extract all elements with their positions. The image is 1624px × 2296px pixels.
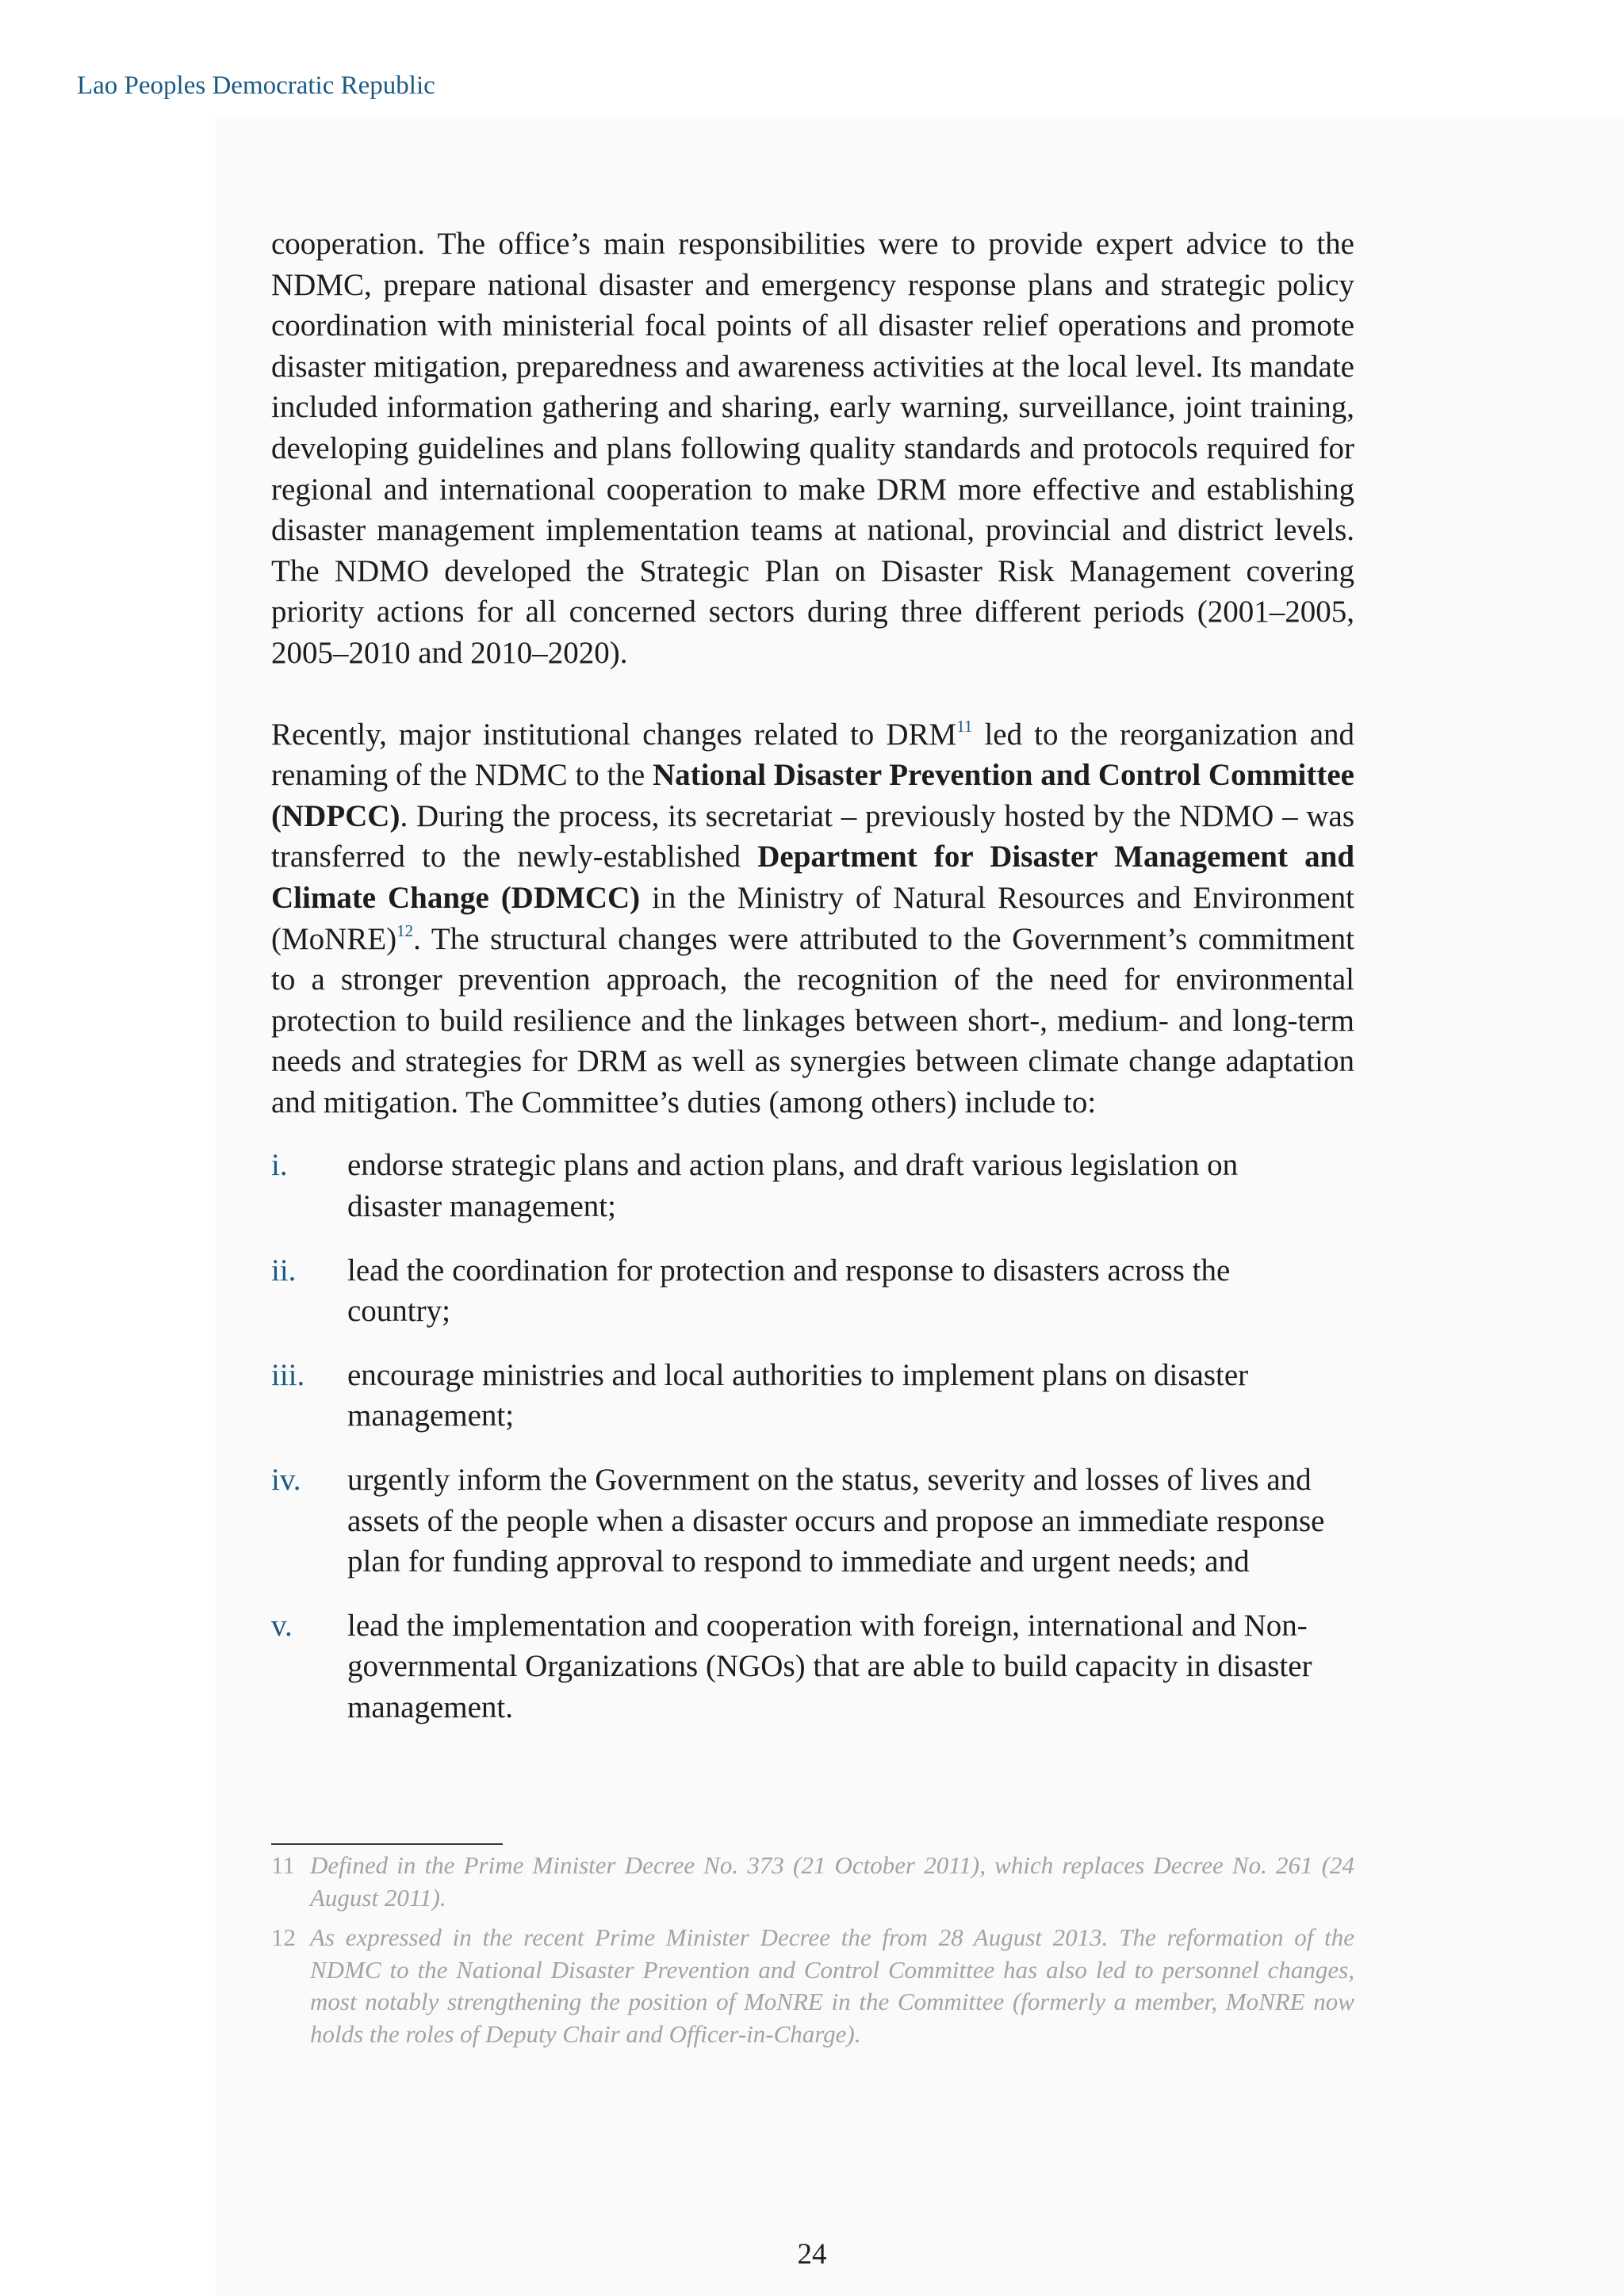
footnote-divider [271, 1843, 503, 1845]
list-item-number: ii. [271, 1253, 297, 1288]
list-item-text: urgently inform the Government on the status, severity and losses of lives and assets of the people when a disaster occurs and propose an immediate response plan for funding approval to respond to immediate and urgent needs; and [347, 1463, 1325, 1579]
footnote-11 [271, 1850, 1354, 1914]
paragraph-institutional-changes: Recently, major institutional changes related to DRM$^{11}$ led to the reorganization and renaming of the NDMC to the National Disaster Prevention and Control Committee (NDPCC). During the process, its secretariat – previously hosted by the NDMO – was transferred to the newly-established Department for Disaster Management and Climate Change (DDMCC) in the Ministry of Natural Resources and Environment (MoNRE)$^{12}$. The structural changes were attributed to the Government’s commitment to a stronger prevention approach, the recognition of the need for environmental protection to build resilience and the linkages between short-, medium- and long-term needs and strategies for DRM as well as synergies between climate change adaptation and mitigation. The Committee’s duties (among others) include to: [271, 716, 1355, 1119]
running-header: Lao Peoples Democratic Republic [77, 71, 435, 100]
list-item [271, 1605, 1354, 1728]
footnote-ref-12[interactable]: 12 [396, 920, 414, 940]
list-item [271, 1250, 1354, 1332]
footnote-number: 11 [271, 1851, 295, 1879]
list-item-text: encourage ministries and local authorities to implement plans on disaster management; [347, 1357, 1249, 1433]
list-item-number: i. [271, 1148, 288, 1183]
list-item [271, 1145, 1354, 1226]
footnote-number: 12 [271, 1923, 296, 1951]
list-item-number: iii. [271, 1357, 305, 1392]
list-item [271, 1355, 1354, 1437]
list-item-text: lead the implementation and cooperation with foreign, international and Non-governmental Organizations (NGOs) that are able to build capacity in disaster management. [347, 1608, 1312, 1724]
ndpcc-name: National Disaster Prevention and Control Committee (NDPCC) [271, 758, 1354, 833]
footnote-ref-11[interactable]: 11 [956, 716, 973, 736]
list-item-text: lead the coordination for protection and response to disasters across the country; [347, 1253, 1231, 1329]
footnote-12 [271, 1922, 1354, 2050]
page-number: 24 [797, 2238, 827, 2271]
list-item-number: iv. [271, 1463, 301, 1498]
paragraph-ndmo-responsibilities: cooperation. The office’s main responsibilities were to provide expert advice to the NDMC, prepare national disaster and emergency response plans and strategic policy coordination with ministerial focal points of all disaster relief operations and promote disaster mitigation, preparedness and awareness activities at the local level. Its mandate included information gathering and sharing, early warning, surveillance, joint training, developing guidelines and plans following quality standards and protocols required for regional and international cooperation to make DRM more effective and establishing disaster management implementation teams at national, provincial and district levels. The NDMO developed the Strategic Plan on Disaster Risk Management covering priority actions for all concerned sectors during three different periods (2001–2005, 2005–2010 and 2010–2020). [271, 227, 1354, 670]
footnote-text: Defined in the Prime Minister Decree No. 373 (21 October 2011), which replaces Decree No. 261 (24 August 2011). [310, 1851, 1354, 1911]
list-item-number: v. [271, 1608, 293, 1643]
committee-duties-list [271, 1145, 1354, 1728]
list-item [271, 1460, 1354, 1582]
footnotes [271, 1850, 1354, 2058]
ddmcc-name: Department for Disaster Management and Climate Change (DDMCC) [271, 840, 1355, 915]
main-content [271, 224, 1354, 1751]
footnote-text: As expressed in the recent Prime Minister Decree the from 28 August 2013. The reformation of the NDMC to the National Disaster Prevention and Control Committee has also led to personnel changes, most notably strengthening the position of MoNRE in the Committee (formerly a member, MoNRE now holds the roles of Deputy Chair and Officer-in-Charge). [310, 1923, 1354, 2048]
list-item-text: endorse strategic plans and action plans, and draft various legislation on disaster management; [347, 1148, 1239, 1224]
